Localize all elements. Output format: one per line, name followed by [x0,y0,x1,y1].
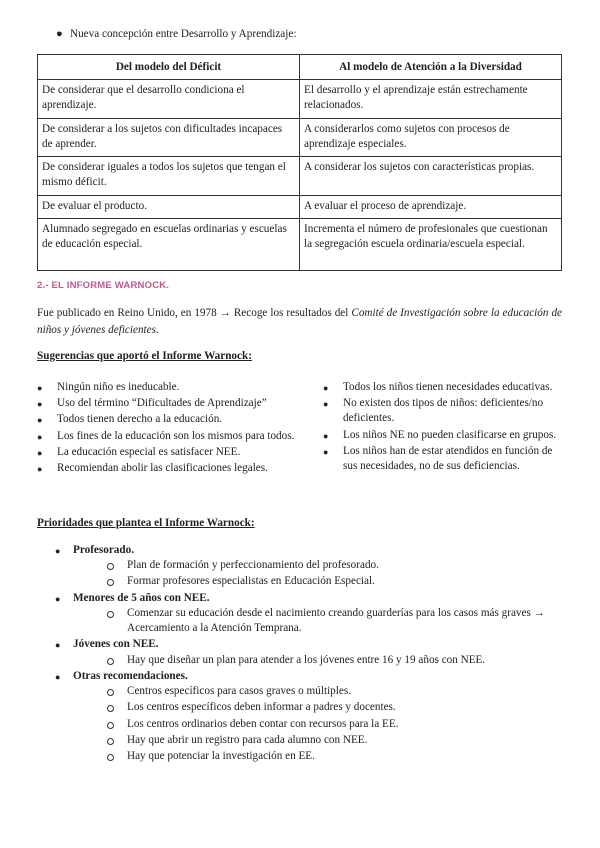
table-row [38,157,562,195]
circle-bullet-icon [107,689,114,696]
table-row [38,80,562,118]
bullet-icon: ● [37,415,43,426]
table-header-deficit: Del modelo del Déficit [38,55,300,80]
circle-bullet-icon [107,611,114,618]
list-item-text: Hay que potenciar la investigación en EE. [127,750,315,763]
list-item-text: Hay que diseñar un plan para atender a los jóvenes entre 16 y 19 años con NEE. [127,653,486,666]
bullet-icon: ● [55,546,61,556]
list-item [37,445,307,460]
bullet-icon: ● [37,383,43,393]
table-cell: Incrementa el número de profesionales que cuestionan la segregación escuela ordinaria/escuela especial. [300,218,562,270]
bullet-icon: ● [37,464,43,475]
list-item-text: Comenzar su educación desde el nacimiento creando guarderías para los casos más graves → Acercamiento a la Atención Temprana. [127,606,545,635]
bullet-icon: ● [55,640,61,651]
table-header-diversidad: Al modelo de Atención a la Diversidad [300,55,562,80]
prioridades-list [55,543,570,765]
list-item-text: Hay que abrir un registro para cada alumno con NEE. [127,733,368,746]
priority-sublist [73,684,570,764]
table-cell: Alumnado segregado en escuelas ordinarias y escuelas de educación especial. [38,218,300,270]
list-item-text: La educación especial es satisfacer NEE. [57,445,241,458]
list-item [73,733,570,748]
circle-bullet-icon [107,563,114,570]
list-item-text: Plan de formación y perfeccionamiento del profesorado. [127,559,379,572]
list-item [73,574,570,589]
table-cell: De considerar iguales a todos los sujetos que tengan el mismo déficit. [38,157,300,195]
intro-end: . [155,323,159,336]
bullet-icon: ● [37,399,43,410]
list-item [323,396,565,426]
circle-bullet-icon [107,722,114,729]
table-cell: A evaluar el proceso de aprendizaje. [300,195,562,218]
list-item [73,684,570,699]
priority-group-otras [55,669,570,764]
list-item [73,717,570,732]
priority-group-label: Profesorado. [73,544,135,556]
list-item-text: Los niños han de estar atendidos en función de sus necesidades, no de sus deficiencias. [343,444,553,473]
table-cell: De considerar que el desarrollo condiciona el aprendizaje. [38,80,300,118]
circle-bullet-icon [107,705,114,712]
list-item-text: Los fines de la educación son los mismos para todos. [57,429,295,442]
list-item [73,558,570,573]
table-cell: A considerarlos como sujetos con procesos de aprendizaje especiales. [300,118,562,156]
list-item [323,444,565,474]
list-item [323,380,565,395]
prioridades-heading: Prioridades que plantea el Informe Warnock: [37,517,255,529]
list-item [37,396,307,411]
list-item [37,412,307,427]
table-row [38,218,562,270]
bullet-icon: ● [323,430,329,441]
priority-group-jovenes [55,637,570,667]
circle-bullet-icon [107,579,114,586]
bullet-icon: ● [55,593,61,604]
list-item-text: No existen dos tipos de niños: deficientes/no deficientes. [343,397,544,425]
list-item [37,429,307,444]
priority-group-profesorado [55,543,570,590]
list-item [73,606,570,636]
list-item [73,653,570,668]
list-item [323,428,565,443]
bullet-icon: ● [56,28,63,40]
list-item [37,461,307,476]
priority-sublist [73,653,570,668]
bullet-icon: ● [323,399,329,410]
intro-paragraph [37,305,562,339]
bullet-icon: ● [323,383,329,393]
priority-group-menores [55,591,570,637]
circle-bullet-icon [107,754,114,761]
list-item [73,700,570,715]
intro-bullet [56,27,296,42]
table-cell: De considerar a los sujetos con dificultades incapaces de aprender. [38,118,300,156]
priority-group-label: Jóvenes con NEE. [73,638,159,651]
list-item [37,380,307,395]
table-cell: El desarrollo y el aprendizaje están estrechamente relacionados. [300,80,562,118]
intro-text: Fue publicado en Reino Unido, en 1978 → Recoge los resultados del [37,307,352,319]
priority-group-label: Menores de 5 años con NEE. [73,591,210,604]
list-item-text: Todos tienen derecho a la educación. [57,413,223,426]
table-row [38,195,562,218]
list-item-text: Formar profesores especialistas en Educación Especial. [127,575,375,588]
list-item-text: Todos los niños tienen necesidades educativas. [343,381,553,393]
table-cell: De evaluar el producto. [38,195,300,218]
table-header-row [38,55,562,80]
bullet-icon: ● [55,671,61,682]
circle-bullet-icon [107,658,114,665]
list-item [73,749,570,764]
section-title: 2.- EL INFORME WARNOCK. [37,280,170,291]
table-cell: A considerar los sujetos con características propias. [300,157,562,195]
priority-sublist [73,558,570,589]
priority-group-label: Otras recomendaciones. [73,669,188,682]
comparison-table [37,54,562,271]
priority-sublist [73,606,570,636]
bullet-icon: ● [37,431,43,442]
list-item-text: Los centros específicos deben informar a padres y docentes. [127,701,396,714]
list-item-text: Uso del término “Dificultades de Aprendizaje” [57,397,267,410]
sugerencias-right-list [323,380,565,475]
bullet-icon: ● [37,447,43,458]
intro-emphasis: Comité de Investigación sobre la educación de niños y jóvenes deficientes [37,307,563,336]
list-item-text: Recomiendan abolir las clasificaciones legales. [57,462,268,475]
sugerencias-left-list [37,380,307,477]
list-item-text: Los niños NE no pueden clasificarse en grupos. [343,428,557,441]
sugerencias-heading: Sugerencias que aportó el Informe Warnock: [37,350,252,362]
circle-bullet-icon [107,738,114,745]
list-item-text: Ningún niño es ineducable. [57,381,180,393]
intro-bullet-text: Nueva concepción entre Desarrollo y Aprendizaje: [70,28,297,40]
list-item-text: Los centros ordinarios deben contar con recursos para la EE. [127,717,399,730]
bullet-icon: ● [323,446,329,457]
list-item-text: Centros específicos para casos graves o múltiples. [127,685,351,698]
table-row [38,118,562,156]
